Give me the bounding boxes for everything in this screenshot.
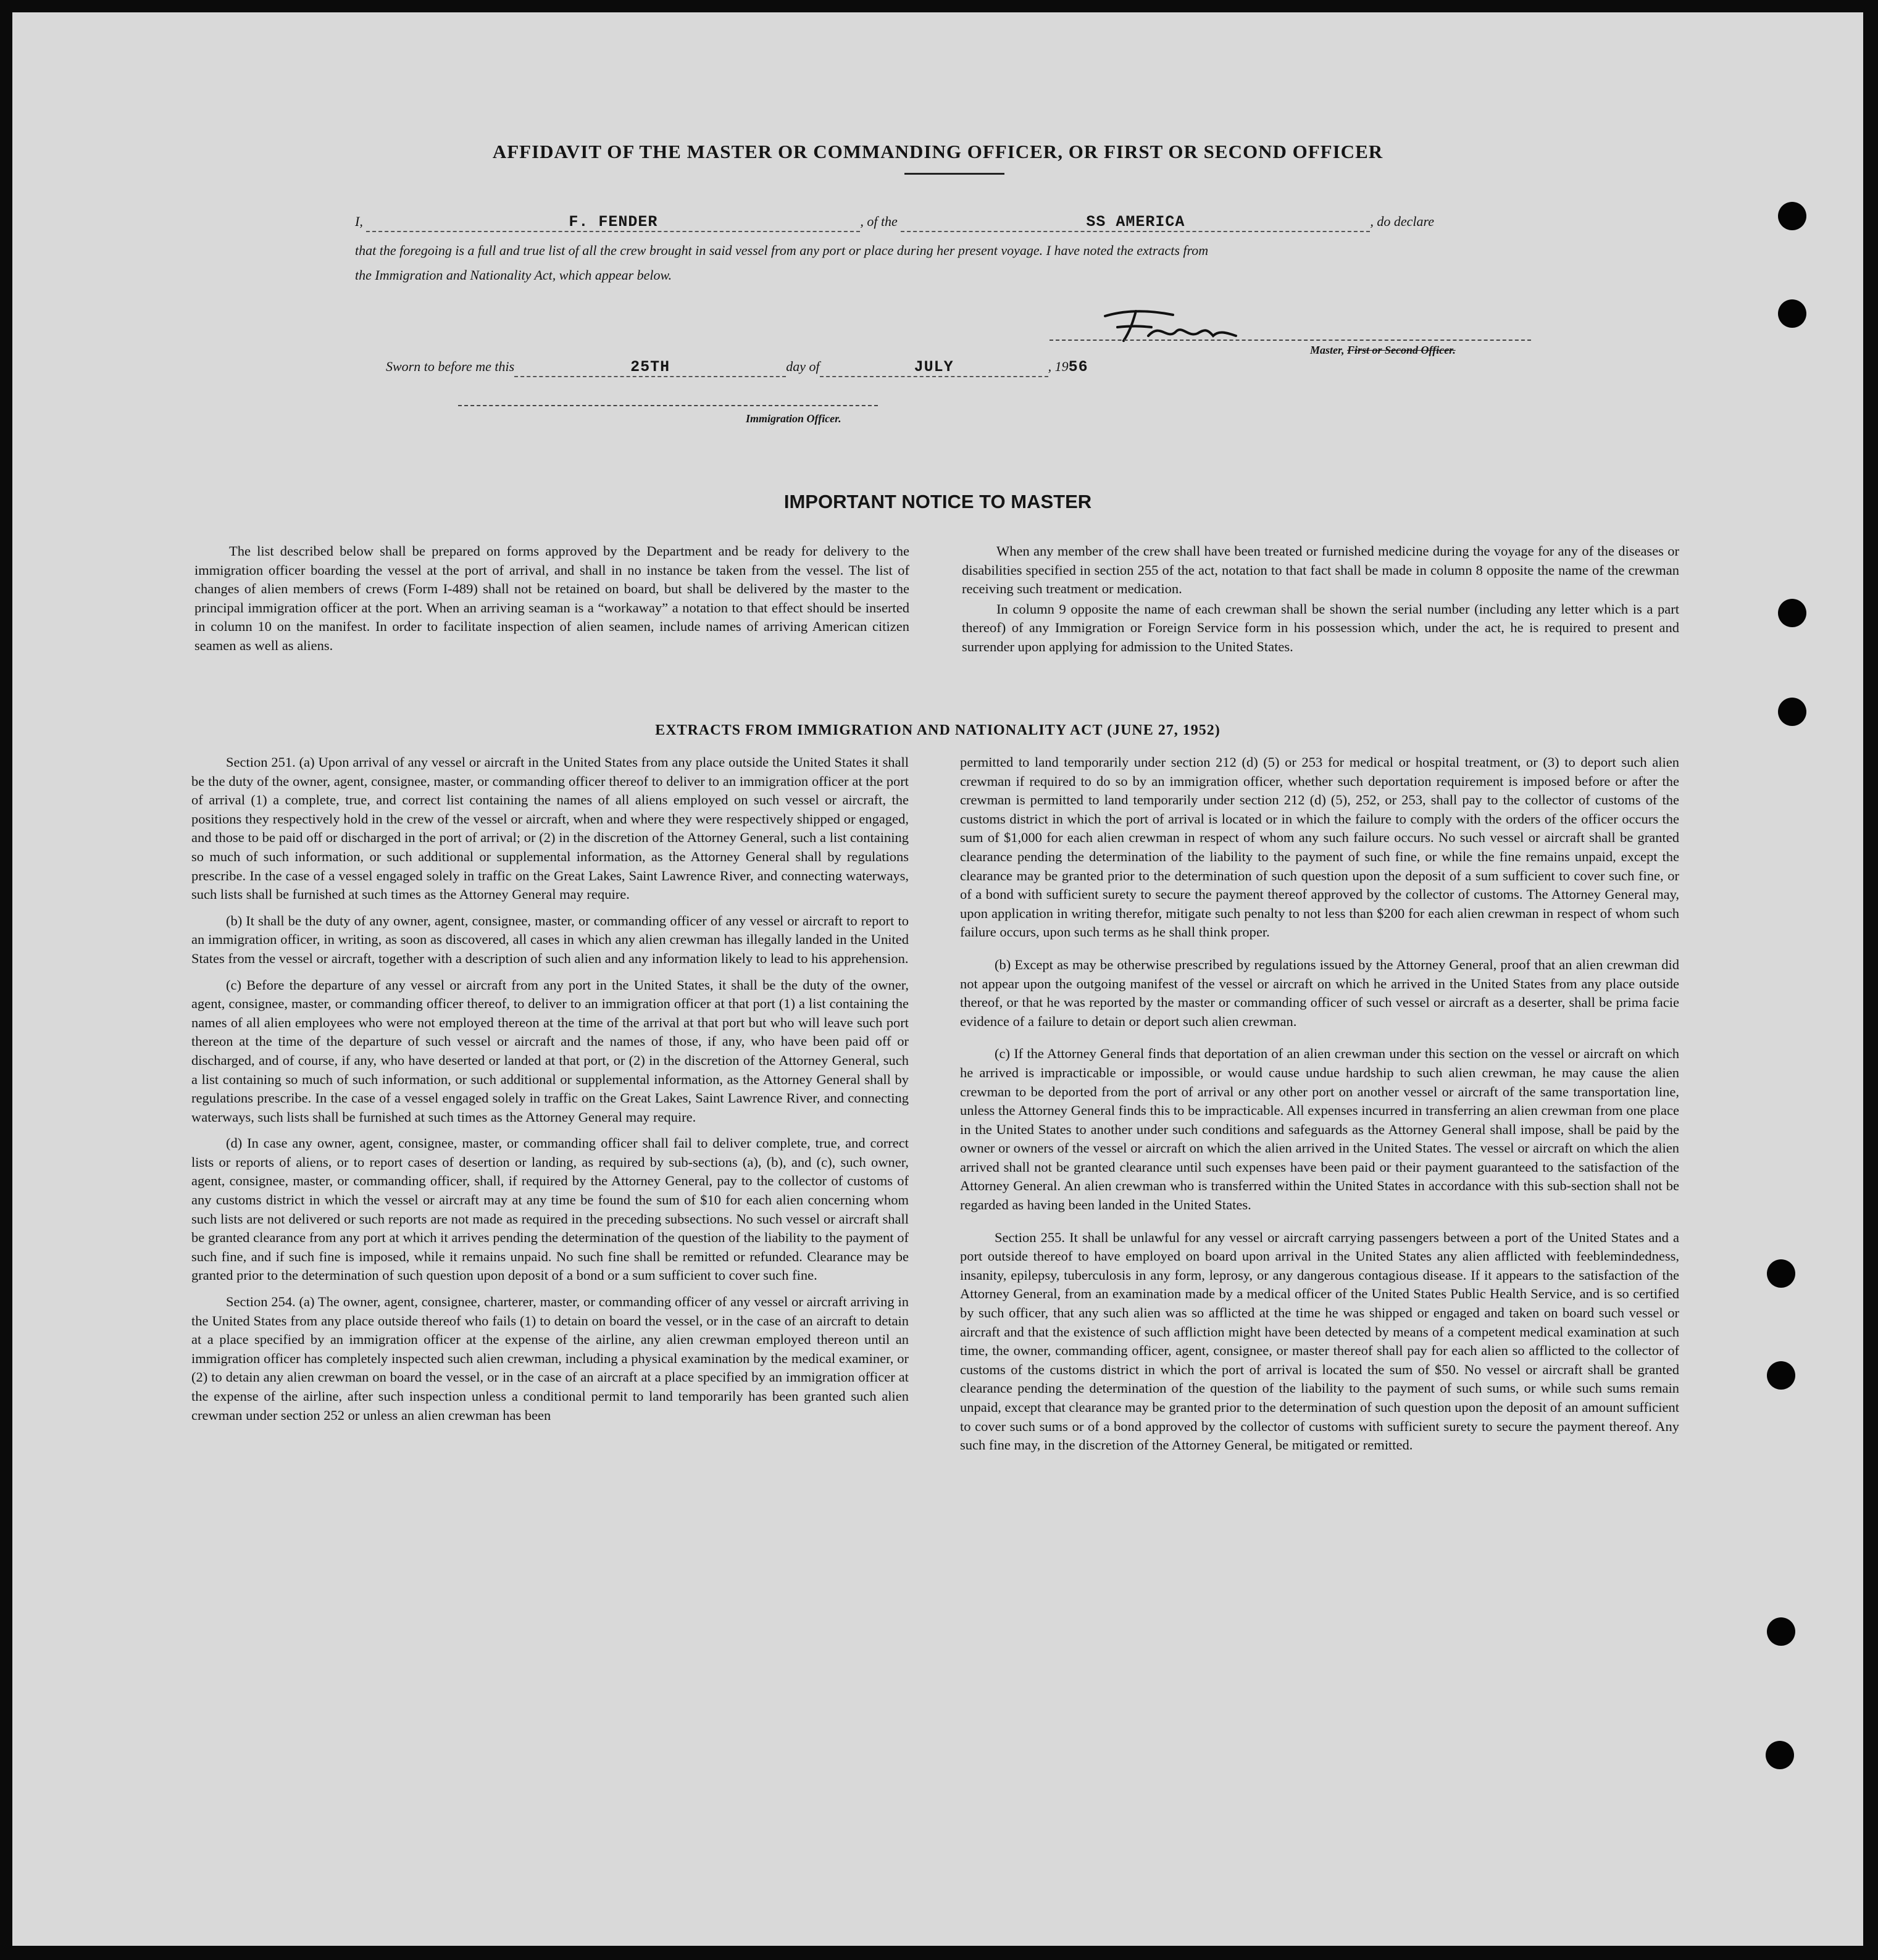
notice-paragraph: When any member of the crew shall have been treated or furnished medicine during the voyage for any of the diseases or disabilities specified in section 255 of the act, notation to that fact shall be made in column 8 opposite the name of the crewman receiving such treatment or medication. xyxy=(962,543,1679,597)
year-prefix: , 19 xyxy=(1048,359,1069,374)
punch-hole xyxy=(1778,599,1806,627)
vessel-name-field: SS AMERICA xyxy=(901,213,1370,232)
do-declare-text: , do declare xyxy=(1370,214,1434,229)
act-section-paragraph: (b) It shall be the duty of any owner, agent, consignee, master, or commanding officer of any vessel or aircraft to report to an immigration officer, in writing, as soon as discovered, all cases in which any alien crewman has illegally landed in the United States from the vessel or aircraft, together with a description of such alien and any information likely to lead to his apprehension. xyxy=(191,912,909,966)
act-section-paragraph: Section 251. (a) Upon arrival of any vessel or aircraft in the United States from any place outside the United States it shall be the duty of the owner, agent, consignee, master, or commanding officer thereof to deliver to an immigration officer at the port of arrival (1) a complete, true, and correct list containing the names of all aliens employed on such vessel or aircraft, the positions they respectively hold in the crew of the vessel or aircraft, when and where they were respectively shipped or engaged, and those to be paid off or discharged in the port of arrival; or (2) in the discretion of the Attorney General, such a list containing so much of such information, or such additional or supplemental information, as the Attorney General shall by regulations prescribe. In the case of a vessel engaged solely in traffic on the Great Lakes, Saint Lawrence River, and connecting waterways, such lists shall be furnished at such times as the Attorney General may require. xyxy=(191,754,909,903)
sworn-line xyxy=(386,358,1088,377)
struck-officer-caption: First or Second Officer. xyxy=(1347,344,1456,356)
declaration-line-3: the Immigration and Nationality Act, which appear below. xyxy=(355,267,672,283)
notice-paragraph: In column 9 opposite the name of each crewman shall be shown the serial number (including any letter which is a part thereof) of any Immigration or Foreign Service form in his possession which, under the act, he is required to present and surrender upon applying for admission to the United States. xyxy=(962,601,1679,654)
punch-hole xyxy=(1767,1259,1795,1288)
act-section-paragraph: (b) Except as may be otherwise prescribed by regulations issued by the Attorney General, proof that an alien crewman did not appear upon the outgoing manifest of the vessel or aircraft on which he arrived in the United States from any place outside thereof, or that he was reported by the master or commanding officer of such vessel or aircraft as a deserter, shall be prima facie evidence of a failure to detain or deport such alien crewman. xyxy=(960,956,1679,1029)
notice-left-column xyxy=(194,542,909,663)
master-signature xyxy=(1074,298,1259,353)
act-section-paragraph: Section 255. It shall be unlawful for any vessel or aircraft carrying passengers between a port of the United States and a port outside thereof to have employed on board upon arrival in the United States any alien afflicted with feeblemindedness, insanity, epilepsy, tuberculosis in any form, leprosy, or any dangerous contagious disease. If it appears to the satisfaction of the Attorney General, from an examination made by a medical officer of the United States Public Health Service, and is so certified by such officer, that any such alien was so afflicted at the time he was shipped or engaged and taken on board such vessel or aircraft and that the existence of such affliction might have been detected by means of a competent medical examination at such time, the owner, commanding officer, agent, consignee, or master thereof shall pay for each alien so afflicted to the collector of customs of the customs district in which the port of arrival is located the sum of $50. No vessel or aircraft shall be granted clearance pending the determination of the question of the liability to the payment of such sums, or while such sums remain unpaid, except that clearance may be granted prior to the determination of such question upon the deposit of an amount sufficient to cover such sums or of a bond approved by the collector of customs with sufficient surety to secure the payment thereof. Any such fine may, in the discretion of the Attorney General, be mitigated or remitted. xyxy=(960,1229,1679,1453)
sworn-prefix: Sworn to before me this xyxy=(386,359,515,374)
immigration-officer-line xyxy=(458,405,878,406)
master-caption: Master, xyxy=(1310,344,1345,356)
extracts-right-column xyxy=(960,753,1679,1462)
punch-hole xyxy=(1767,1617,1795,1646)
signature-caption xyxy=(1310,344,1456,357)
sworn-year-field: 56 xyxy=(1068,358,1088,376)
punch-hole xyxy=(1778,202,1806,230)
punch-hole xyxy=(1778,299,1806,328)
extracts-heading: EXTRACTS FROM IMMIGRATION AND NATIONALITY ACT (JUNE 27, 1952) xyxy=(655,722,1221,738)
notice-paragraph: The list described below shall be prepared on forms approved by the Department and be ready for delivery to the immigration officer boarding the vessel at the port of arrival, and shall in no instance be taken from the vessel. The list of changes of alien members of crews (Form I-489) shall not be retained on board, but shall be delivered by the master to the principal immigration officer at the port. When an arriving seaman is a “workaway” a notation to that effect should be inserted in column 10 on the manifest. In order to facilitate inspection of alien seamen, include names of arriving American citizen seamen as well as aliens. xyxy=(194,543,909,653)
punch-hole xyxy=(1778,698,1806,726)
act-section-paragraph: (c) If the Attorney General finds that deportation of an alien crewman under this section on the vessel or aircraft on which he arrived is impracticable or impossible, or would cause undue hardship to such alien crewman, he may cause the alien crewman to be deported from the port of arrival or any other port on another vessel or aircraft of the same transportation line, unless the Attorney General finds this to be impracticable. All expenses incurred in transferring an alien crewman from one place in the United States to another under such conditions and safeguards as the Attorney General shall impose, shall be paid by the owner or owners of the vessel or aircraft on which the alien arrived in the United States. The vessel or aircraft on which the alien arrived shall not be granted clearance until such expenses have been paid or their payment guaranteed to the satisfaction of the Attorney General. An alien crewman who is transferred within the United States in accordance with this sub-section shall not be regarded as having been landed in the United States. xyxy=(960,1046,1679,1213)
sworn-month-field: JULY xyxy=(820,358,1048,377)
master-name-field: F. FENDER xyxy=(366,213,860,232)
of-the-text: , of the xyxy=(860,214,898,229)
affidavit-title: AFFIDAVIT OF THE MASTER OR COMMANDING OFFICER, OR FIRST OR SECOND OFFICER xyxy=(492,141,1383,162)
immigration-officer-caption: Immigration Officer. xyxy=(746,412,841,425)
sworn-day-field: 25TH xyxy=(514,358,786,377)
declaration-line-1 xyxy=(355,213,1434,232)
punch-hole xyxy=(1766,1741,1794,1769)
punch-hole xyxy=(1767,1361,1795,1390)
notice-heading: IMPORTANT NOTICE TO MASTER xyxy=(783,491,1092,512)
notice-right-column xyxy=(962,542,1679,664)
signature-line xyxy=(1050,340,1531,341)
declaration-line-2: that the foregoing is a full and true list of all the crew brought in said vessel from any port or place during her present voyage. I have noted the extracts from xyxy=(355,243,1209,258)
day-of-text: day of xyxy=(786,359,820,374)
declaration-prefix: I, xyxy=(355,214,363,229)
act-section-paragraph: permitted to land temporarily under section 212 (d) (5) or 253 for medical or hospital treatment, or (3) to deport such alien crewman if required to do so by an immigration officer, whether such deportation requirement is imposed before or after the crewman is permitted to land temporarily under section 212 (d) (5), 252, or 253, shall pay to the collector of customs of the customs district in which the port of arrival is located or in which the failure to comply with the orders of the officer occurs the sum of $1,000 for each alien crewman in respect of whom any such failure occurs. No such vessel or aircraft shall be granted clearance pending the determination of the liability to the payment of such fine, or while the fine remains unpaid, except the clearance may be granted prior to the determination of such question upon the deposit of a sum sufficient to cover such fine, or of a bond with sufficient surety to secure the payment thereof approved by the collector of customs. The Attorney General may, upon application in writing therefor, mitigate such penalty to not less than $200 for each alien crewman in respect of whom such failure occurs, upon such terms as he shall think proper. xyxy=(960,754,1679,940)
act-section-paragraph: (c) Before the departure of any vessel or aircraft from any port in the United States, it shall be the duty of the owner, agent, consignee, master, or commanding officer thereof, to deliver to an immigration officer at that port (1) a list containing the names of all alien employees who were not employed thereon at the time of the arrival at that port but who will leave such port thereon at the time of the departure of such vessel or aircraft and the names of those, if any, who have been paid off or discharged, and of course, if any, who have deserted or landed at that port, or (2) in the discretion of the Attorney General, such a list containing so much of such information, or such additional or supplemental information, as the Attorney General shall by regulations prescribe. In the case of a vessel engaged solely in traffic on the Great Lakes, Saint Lawrence River, and connecting waterways, such lists shall be furnished at such times as the Attorney General may require. xyxy=(191,977,909,1125)
act-section-paragraph: (d) In case any owner, agent, consignee, master, or commanding officer shall fail to deliver complete, true, and correct lists or reports of aliens, or to report cases of desertion or landing, as required by sub-sections (a), (b), and (c), such owner, agent, consignee, master, or commanding officer, shall, if required by the Attorney General, pay to the collector of customs of any customs district in which the vessel or aircraft may at any time be found the sum of $10 for each alien concerning whom such lists are not delivered or such reports are not made as required in the preceding subsections. No such vessel or aircraft shall be granted clearance from any port at which it arrives pending the determination of the question of the liability to the payment of such fine, and if such fine is imposed, while it remains unpaid. No such fine shall be remitted or refunded. Clearance may be granted prior to the determination of such question upon deposit of a bond or a sum sufficient to cover such fine. xyxy=(191,1135,909,1283)
title-divider xyxy=(904,173,1004,175)
act-section-paragraph: Section 254. (a) The owner, agent, consignee, charterer, master, or commanding officer of any vessel or aircraft arriving in the United States from any place outside thereof who fails (1) to detain on board the vessel, or in the case of an aircraft to detain at a place specified by an immigration officer at the expense of the airline, any alien crewman employed thereon until an immigration officer has completely inspected such alien crewman, including a physical examination by the medical examiner, or (2) to detain any alien crewman on board the vessel, or in the case of an aircraft at a place specified by an immigration officer at the expense of the airline, after such inspection unless a conditional permit to land temporarily has been granted such alien crewman under section 252 or unless an alien crewman has been xyxy=(191,1294,909,1423)
extracts-left-column xyxy=(191,753,909,1432)
document-page xyxy=(12,12,1863,1946)
